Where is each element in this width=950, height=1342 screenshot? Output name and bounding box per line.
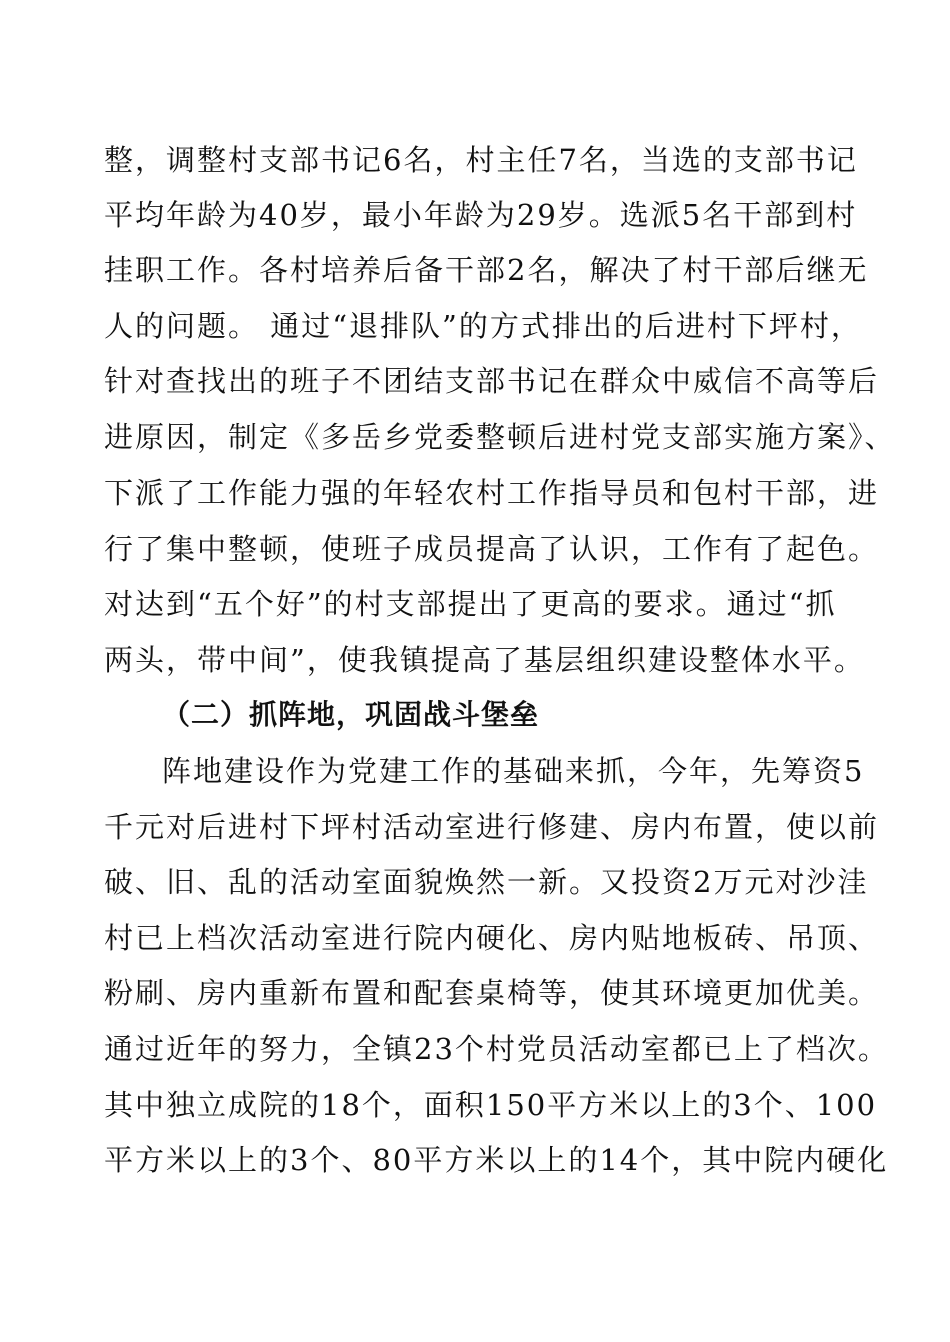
body-text-line: 千元对后进村下坪村活动室进行修建、房内布置，使以前	[104, 810, 880, 844]
body-text-line: 行了集中整顿，使班子成员提高了认识，工作有了起色。	[104, 532, 880, 566]
body-text-line: 人的问题。 通过“退排队”的方式排出的后进村下坪村，	[104, 309, 862, 343]
body-text-line: 对达到“五个好”的村支部提出了更高的要求。通过“抓	[104, 587, 837, 621]
body-text-line: 破、旧、乱的活动室面貌焕然一新。又投资2万元对沙洼	[104, 865, 869, 899]
body-text-line: 两头，带中间”，使我镇提高了基层组织建设整体水平。	[104, 643, 865, 677]
body-text-line: 平均年龄为40岁，最小年龄为29岁。选派5名干部到村	[104, 198, 858, 232]
body-text-line: 挂职工作。各村培养后备干部2名，解决了村干部后继无	[104, 253, 869, 287]
body-text-line: 下派了工作能力强的年轻农村工作指导员和包村干部，进	[104, 476, 880, 510]
body-text-line: 村已上档次活动室进行院内硬化、房内贴地板砖、吊顶、	[104, 921, 880, 955]
body-text-line: 阵地建设作为党建工作的基础来抓，今年，先筹资5	[162, 754, 865, 788]
body-text-line: 整，调整村支部书记6名，村主任7名，当选的支部书记	[104, 143, 858, 177]
body-text-line: 针对查找出的班子不团结支部书记在群众中威信不高等后	[104, 364, 880, 398]
body-text-line: 通过近年的努力，全镇23个村党员活动室都已上了档次。	[104, 1032, 889, 1066]
body-text-line: 平方米以上的3个、80平方米以上的14个，其中院内硬化	[104, 1143, 889, 1177]
section-heading: （二）抓阵地，巩固战斗堡垒	[162, 698, 540, 731]
body-text-line: 进原因，制定《多岳乡党委整顿后进村党支部实施方案》、	[104, 420, 896, 454]
body-text-line: 粉刷、房内重新布置和配套桌椅等，使其环境更加优美。	[104, 976, 880, 1010]
body-text-line: 其中独立成院的18个，面积150平方米以上的3个、100	[104, 1088, 878, 1122]
